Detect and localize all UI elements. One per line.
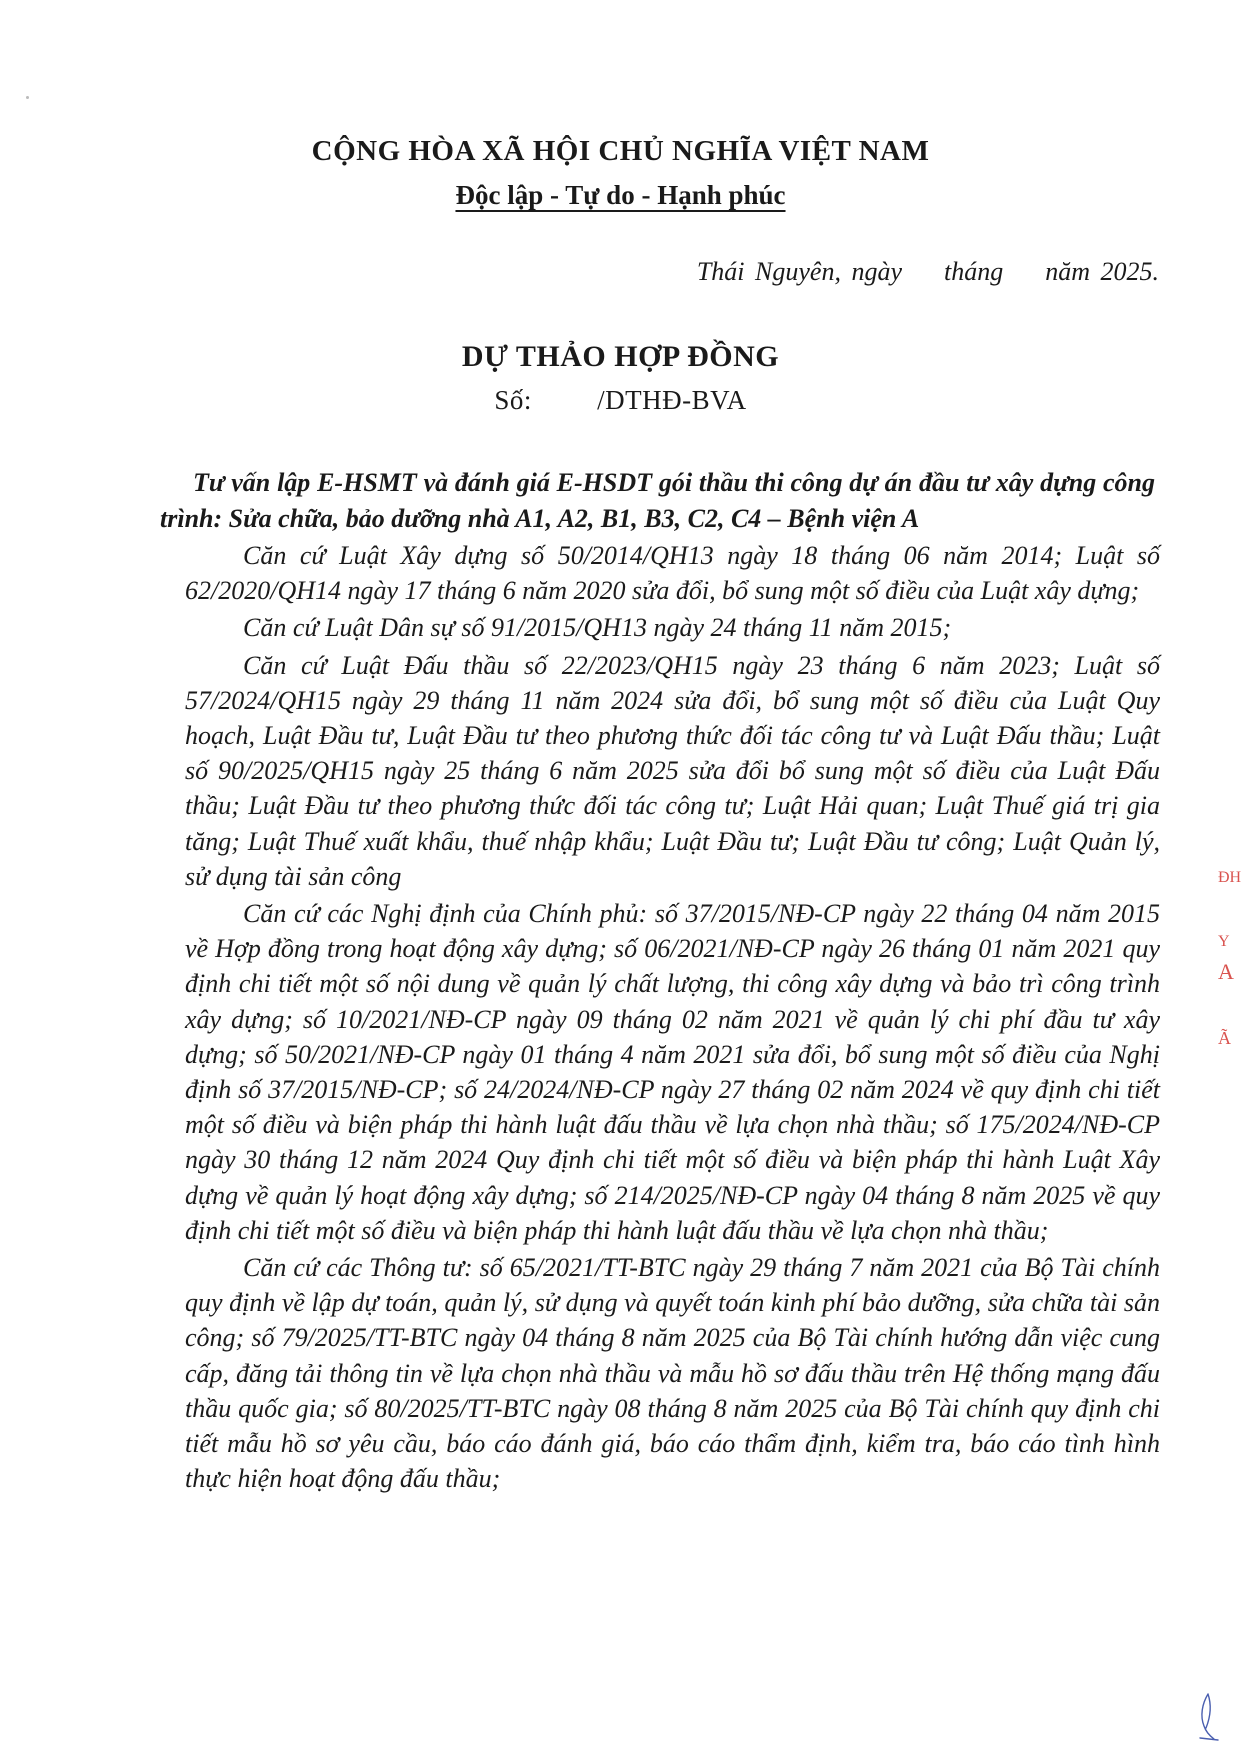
margin-stamp-fragment: Ã <box>1218 1028 1231 1048</box>
contract-subject: Tư vấn lập E-HSMT và đánh giá E-HSDT gói thầu thi công dự án đầu tư xây dựng công trình: Sửa chữa, bảo dưỡng nhà A1, A2, B1, B3, C2, C4 – Bệnh viện A <box>160 468 1155 533</box>
legal-basis-paragraph: Căn cứ Luật Xây dựng số 50/2014/QH13 ngày 18 tháng 06 năm 2014; Luật số 62/2020/QH14 ngày 17 tháng 6 năm 2020 sửa đổi, bổ sung một số điều của Luật xây dựng; <box>185 541 1160 606</box>
initial-signature-icon <box>1196 1692 1220 1742</box>
legal-basis-paragraph: Căn cứ các Nghị định của Chính phủ: số 37/2015/NĐ-CP ngày 22 tháng 04 năm 2015 về Hợp đồng trong hoạt động xây dựng; số 06/2021/NĐ-CP ngày 26 tháng 01 năm 2021 quy định chi tiết một số nội dung về quản lý chất lượng, thi công xây dựng và bảo trì công trình xây dựng; số 10/2021/NĐ-CP ngày 09 tháng 02 năm 2021 về quản lý chi phí đầu tư xây dựng; số 50/2021/NĐ-CP ngày 01 tháng 4 năm 2021 sửa đổi, bổ sung một số điều của Nghị định số 37/2015/NĐ-CP; số 24/2024/NĐ-CP ngày 27 tháng 02 năm 2024 về quy định chi tiết một số điều và biện pháp thi hành luật đấu thầu về lựa chọn nhà thầu; số 175/2024/NĐ-CP ngày 30 tháng 12 năm 2024 Quy định chi tiết một số điều và biện pháp thi hành Luật Xây dựng về quản lý hoạt động xây dựng; số 214/2025/NĐ-CP ngày 04 tháng 8 năm 2025 về quy định chi tiết một số điều và biện pháp thi hành luật đấu thầu về lựa chọn nhà thầu; <box>185 899 1160 1245</box>
margin-stamp-fragment: A <box>1218 959 1234 984</box>
document-title: DỰ THẢO HỢP ĐỒNG <box>461 340 780 373</box>
national-title: CỘNG HÒA XÃ HỘI CHỦ NGHĨA VIỆT NAM <box>311 135 930 167</box>
place-date: Thái Nguyên, ngày tháng năm 2025. <box>696 257 1159 286</box>
document-number: Số: /DTHĐ-BVA <box>494 385 747 415</box>
legal-basis <box>185 538 1160 1496</box>
legal-basis-paragraph: Căn cứ Luật Đấu thầu số 22/2023/QH15 ngày 23 tháng 6 năm 2023; Luật số 57/2024/QH15 ngày 29 tháng 11 năm 2024 sửa đổi, bổ sung một số điều của Luật Quy hoạch, Luật Đầu tư, Luật Đầu tư theo phương thức đối tác công tư và Luật Đấu thầu; Luật số 90/2025/QH15 ngày 25 tháng 6 năm 2025 sửa đổi bổ sung một số điều của Luật Đấu thầu; Luật Đầu tư theo phương thức đối tác công tư; Luật Hải quan; Luật Thuế giá trị gia tăng; Luật Thuế xuất khẩu, thuế nhập khẩu; Luật Đầu tư; Luật Đầu tư công; Luật Quản lý, sử dụng tài sản công <box>185 650 1160 891</box>
motto-text: Độc lập - Tự do - Hạnh phúc <box>455 180 786 210</box>
legal-basis-paragraph: Căn cứ các Thông tư: số 65/2021/TT-BTC ngày 29 tháng 7 năm 2021 của Bộ Tài chính quy định về lập dự toán, quản lý, sử dụng và quyết toán kinh phí bảo dưỡng, sửa chữa tài sản công; số 79/2025/TT-BTC ngày 04 tháng 8 năm 2025 của Bộ Tài chính hướng dẫn việc cung cấp, đăng tải thông tin về lựa chọn nhà thầu và mẫu hồ sơ đấu thầu trên Hệ thống mạng đấu thầu quốc gia; số 80/2025/TT-BTC ngày 08 tháng 8 năm 2025 của Bộ Tài chính quy định chi tiết mẫu hồ sơ yêu cầu, báo cáo đánh giá, báo cáo thẩm định, kiểm tra, báo cáo tình hình thực hiện hoạt động đấu thầu; <box>185 1253 1160 1494</box>
national-motto <box>0 180 1241 211</box>
margin-stamp-fragment: Y <box>1218 933 1230 950</box>
legal-basis-paragraph: Căn cứ Luật Dân sự số 91/2015/QH13 ngày 24 tháng 11 năm 2015; <box>243 613 952 643</box>
margin-stamp-fragment: ĐH <box>1218 869 1241 886</box>
scan-speck <box>26 96 29 99</box>
